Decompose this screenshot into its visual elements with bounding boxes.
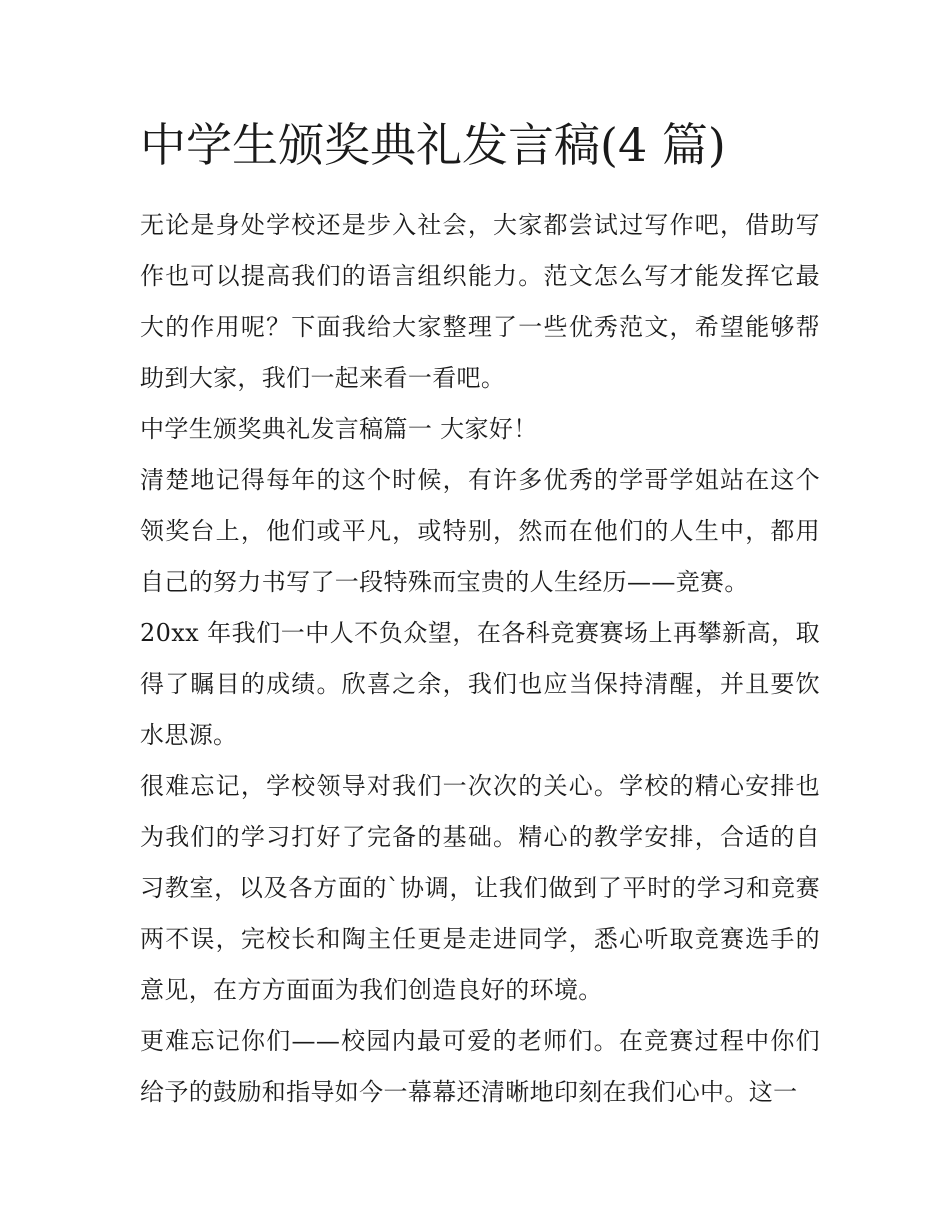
body-paragraph: 更难忘记你们——校园内最可爱的老师们。在竞赛过程中你们给予的鼓励和指导如今一幕幕还清晰地印刻在我们心中。这一	[140, 1027, 820, 1106]
body-paragraph: 20xx 年我们一中人不负众望，在各科竞赛赛场上再攀新高，取得了瞩目的成绩。欣喜之余，我们也应当保持清醒，并且要饮水思源。	[140, 619, 820, 749]
section-heading-paragraph: 中学生颁奖典礼发言稿篇一 大家好！	[140, 415, 538, 443]
intro-paragraph: 无论是身处学校还是步入社会，大家都尝试过写作吧，借助写作也可以提高我们的语言组织能力。范文怎么写才能发挥它最大的作用呢？下面我给大家整理了一些优秀范文，希望能够帮助到大家，我们一起来看一看吧。	[140, 211, 820, 392]
body-paragraph: 清楚地记得每年的这个时候，有许多优秀的学哥学姐站在这个领奖台上，他们或平凡，或特别，然而在他们的人生中，都用自己的努力书写了一段特殊而宝贵的人生经历——竞赛。	[140, 466, 820, 596]
document-body	[140, 200, 820, 1118]
document-title: 中学生颁奖典礼发言稿(4 篇)	[140, 118, 726, 172]
body-paragraph: 很难忘记，学校领导对我们一次次的关心。学校的精心安排也为我们的学习打好了完备的基础。精心的教学安排，合适的自习教室，以及各方面的`协调，让我们做到了平时的学习和竞赛两不误，完校长和陶主任更是走进同学，悉心听取竞赛选手的意见，在方方面面为我们创造良好的环境。	[140, 772, 820, 1004]
